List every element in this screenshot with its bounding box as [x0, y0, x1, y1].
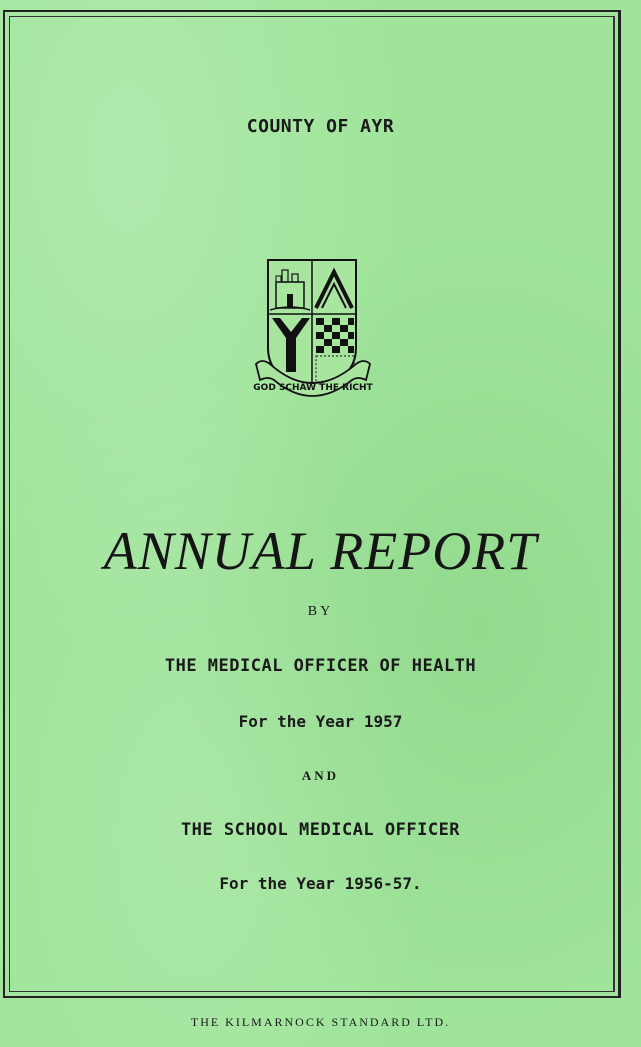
inner-border [9, 16, 615, 992]
and-label: AND [301, 768, 340, 783]
year-health: For the Year 1957 [238, 712, 403, 731]
report-title: ANNUAL REPORT [103, 521, 538, 581]
printer-imprint: THE KILMARNOCK STANDARD LTD. [190, 1015, 451, 1029]
by-label: BY [307, 604, 334, 619]
year-school: For the Year 1956-57. [219, 874, 422, 893]
county-heading: COUNTY OF AYR [246, 116, 395, 137]
crest-motto: GOD SCHAW THE RICHT [253, 383, 373, 393]
officer-of-health: THE MEDICAL OFFICER OF HEALTH [164, 656, 477, 676]
county-crest-emblem [252, 252, 374, 412]
school-medical-officer: THE SCHOOL MEDICAL OFFICER [180, 820, 461, 840]
